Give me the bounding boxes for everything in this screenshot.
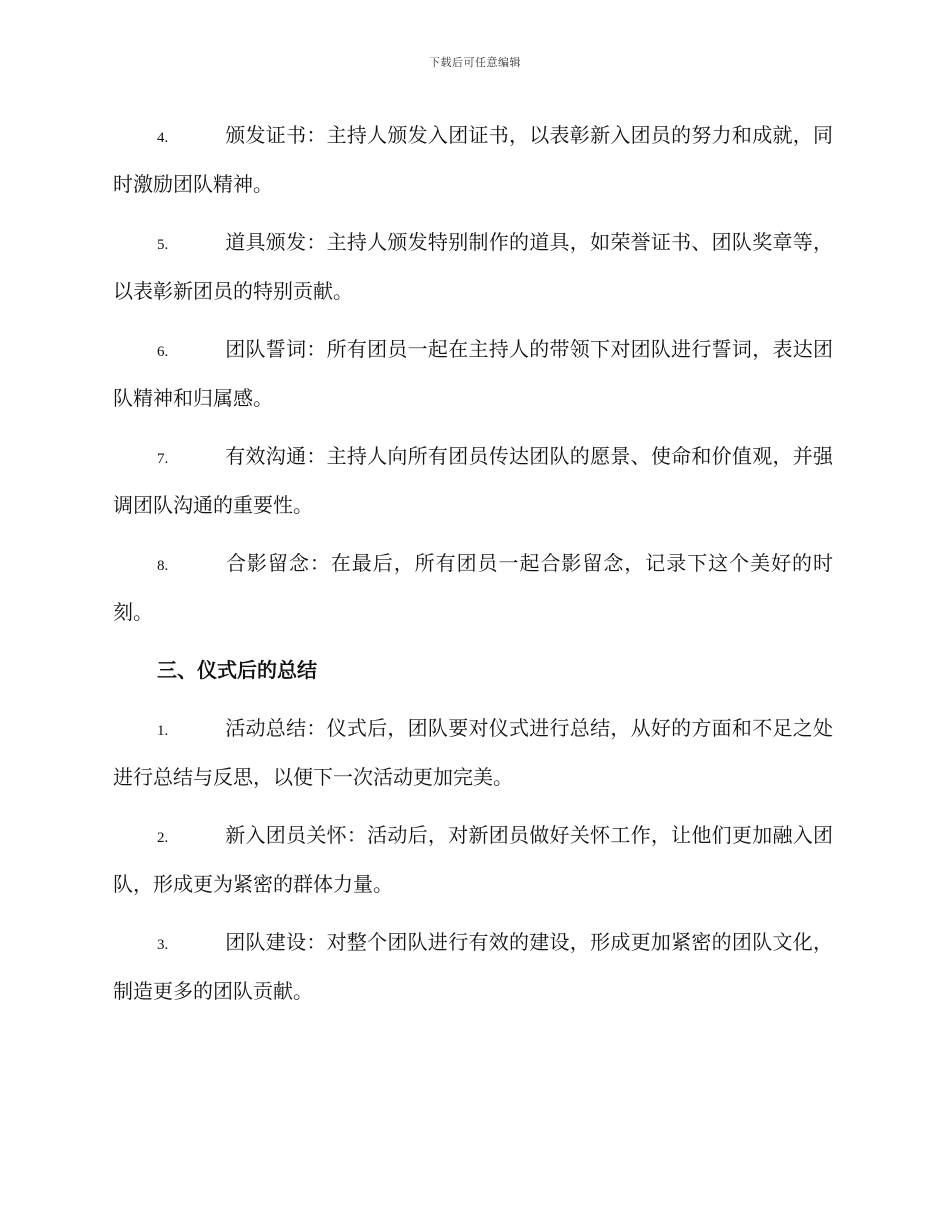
item-number: 3. — [157, 937, 169, 953]
list-item — [113, 326, 833, 421]
list-item — [113, 540, 833, 635]
item-number: 2. — [157, 830, 169, 846]
list-item — [113, 433, 833, 528]
item-text: 道具颁发：主持人颁发特别制作的道具，如荣誉证书、团队奖章等，以表彰新团员的特别贡献。 — [113, 230, 833, 303]
list-item — [113, 812, 833, 907]
list-item — [113, 112, 833, 207]
item-text: 颁发证书：主持人颁发入团证书，以表彰新入团员的努力和成就，同时激励团队精神。 — [113, 123, 833, 196]
section-heading: 三、仪式后的总结 — [157, 658, 317, 682]
item-number: 8. — [157, 558, 169, 574]
list-item — [113, 705, 833, 800]
item-number: 6. — [157, 344, 169, 360]
list-item — [113, 219, 833, 314]
page-header: 下载后可任意编辑 — [429, 56, 521, 69]
list-item — [113, 919, 833, 1014]
item-number: 1. — [157, 723, 169, 739]
item-text: 团队建设：对整个团队进行有效的建设，形成更加紧密的团队文化，制造更多的团队贡献。 — [113, 930, 833, 1003]
item-number: 7. — [157, 451, 169, 467]
item-number: 4. — [157, 130, 169, 146]
item-text: 活动总结：仪式后，团队要对仪式进行总结，从好的方面和不足之处进行总结与反思，以便下一次活动更加完美。 — [113, 716, 833, 789]
item-text: 有效沟通：主持人向所有团员传达团队的愿景、使命和价值观，并强调团队沟通的重要性。 — [113, 444, 833, 517]
item-text: 新入团员关怀：活动后，对新团员做好关怀工作，让他们更加融入团队，形成更为紧密的群体力量。 — [113, 823, 833, 896]
item-text: 团队誓词：所有团员一起在主持人的带领下对团队进行誓词，表达团队精神和归属感。 — [113, 337, 833, 410]
item-text: 合影留念：在最后，所有团员一起合影留念，记录下这个美好的时刻。 — [113, 551, 833, 624]
document-body — [113, 112, 833, 1026]
item-number: 5. — [157, 237, 169, 253]
